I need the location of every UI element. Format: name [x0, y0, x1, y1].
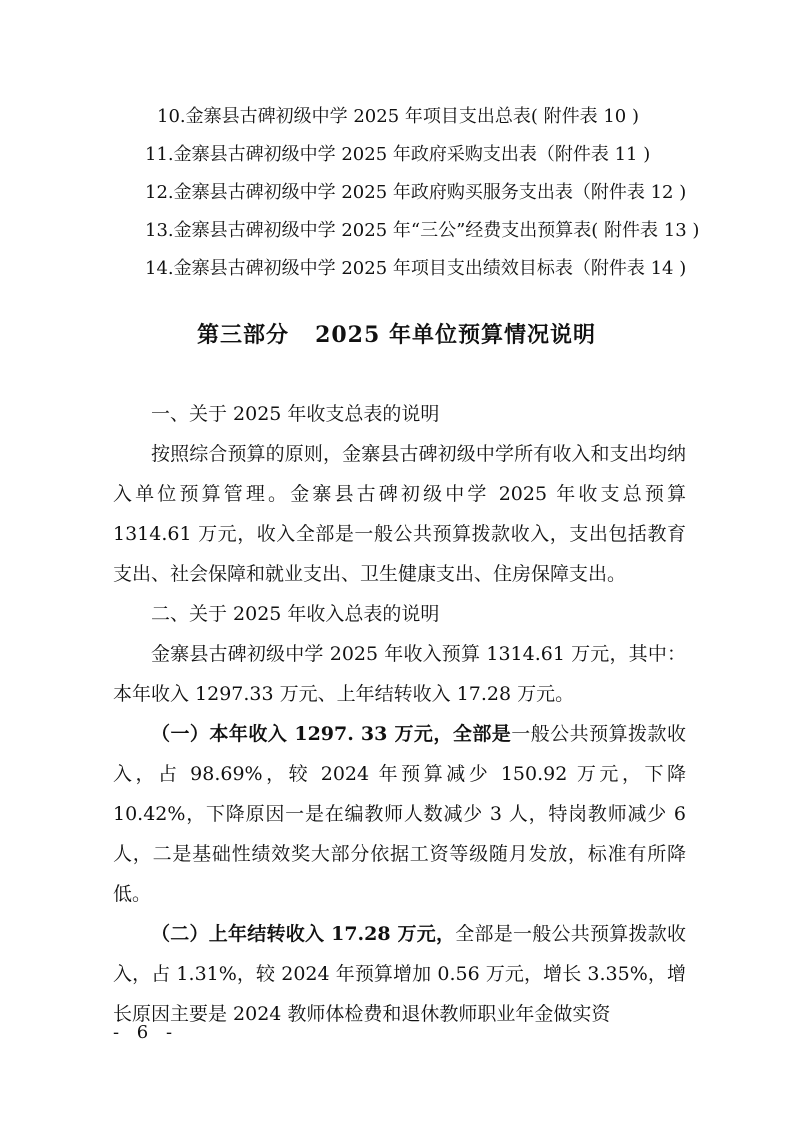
attachment-list	[145, 98, 705, 288]
paragraph: 金寨县古碑初级中学 2025 年收入预算 1314.61 万元，其中：本年收入 1297.33 万元、上年结转收入 17.28 万元。	[113, 643, 686, 705]
attachment-item: 14.金寨县古碑初级中学 2025 年项目支出绩效目标表（附件表 14 )	[145, 258, 687, 279]
part-title	[0, 318, 793, 349]
document-body	[113, 394, 686, 1034]
paragraph: 按照综合预算的原则，金寨县古碑初级中学所有收入和支出均纳入单位预算管理。金寨县古碑初级中学 2025 年收支总预算 1314.61 万元，收入全部是一般公共预算拨款收入，支出包括教育支出、社会保障和就业支出、卫生健康支出、住房保障支出。	[113, 443, 686, 585]
item-lead: （二）上年结转收入 17.28 万元，	[151, 923, 456, 945]
attachment-item: 12.金寨县古碑初级中学 2025 年政府购买服务支出表（附件表 12 )	[145, 182, 687, 203]
paragraph	[113, 914, 686, 1034]
item-text: 一般公共预算拨款收入，占 98.69%，较 2024 年预算减少 150.92 万元，下降 10.42%，下降原因一是在编教师人数减少 3 人，特岗教师减少 6 人，二是基础性绩效奖大部分依据工资等级随月发放，标准有所降低。	[113, 723, 686, 905]
part-label: 第三部分	[197, 322, 290, 348]
section-heading: 一、关于 2025 年收支总表的说明	[151, 403, 440, 425]
part-heading: 2025 年单位预算情况说明	[315, 322, 596, 348]
item-text: 全部是一般公共预算拨款收入，占 1.31%，较 2024 年预算增加 0.56 万元，增长 3.35%，增长原因主要是 2024 教师体检费和退休教师职业年金做实资	[113, 923, 686, 1025]
paragraph	[113, 714, 686, 914]
attachment-item: 11.金寨县古碑初级中学 2025 年政府采购支出表（附件表 11 )	[145, 144, 651, 165]
attachment-item: 13.金寨县古碑初级中学 2025 年“三公”经费支出预算表( 附件表 13 )	[145, 220, 700, 241]
item-lead: （一）本年收入 1297. 33 万元，全部是	[151, 723, 512, 745]
attachment-item: 10.金寨县古碑初级中学 2025 年项目支出总表( 附件表 10 )	[157, 106, 639, 127]
section-heading: 二、关于 2025 年收入总表的说明	[151, 603, 440, 625]
page-number: - 6 -	[113, 1022, 179, 1043]
